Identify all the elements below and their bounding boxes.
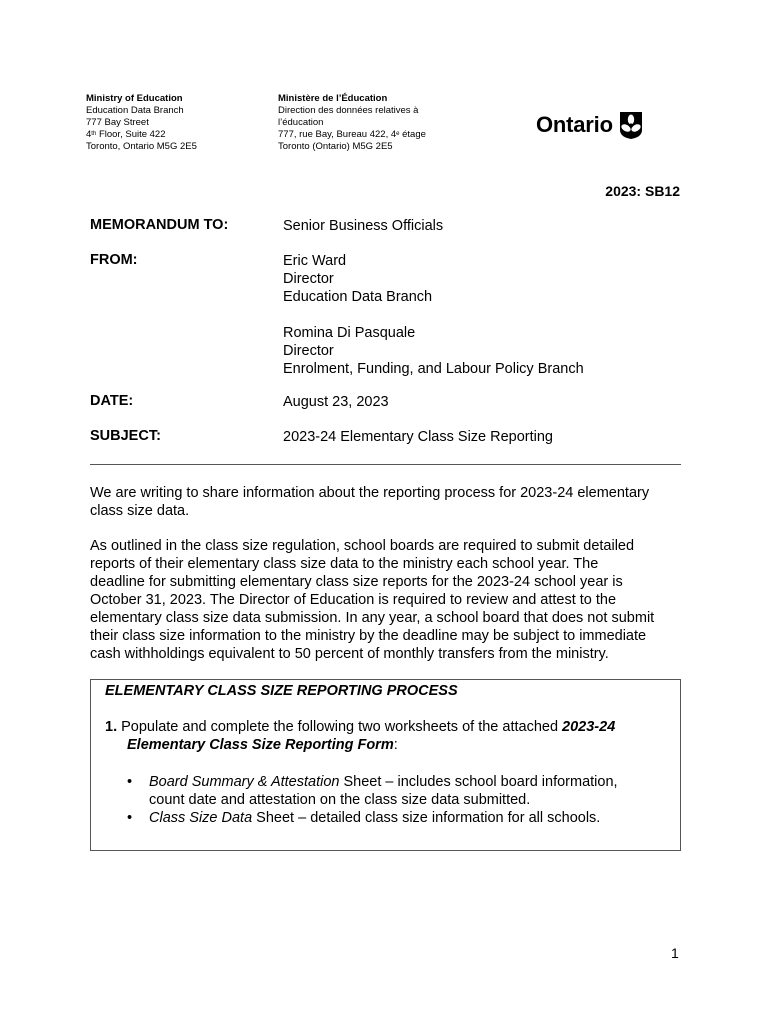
process-box-title: ELEMENTARY CLASS SIZE REPORTING PROCESS	[105, 683, 458, 699]
address-line: 777 Bay Street	[86, 117, 149, 128]
bullet-icon: •	[127, 810, 133, 826]
paragraph-line: their class size information to the ministry by the deadline may be subject to immediate	[90, 628, 647, 644]
paragraph-line: reports of their elementary class size data to the ministry each school year. The	[90, 556, 599, 572]
worksheet-name: Class Size Data	[149, 810, 253, 826]
regulation-paragraph	[90, 537, 690, 663]
paragraph-line: We are writing to share information about the reporting process for 2023-24 elementary	[90, 485, 650, 501]
step-text: Populate and complete the following two worksheets of the attached	[121, 719, 559, 735]
memo-subject-label: SUBJECT:	[90, 428, 161, 444]
bullet-icon: •	[127, 774, 133, 790]
header-divider	[90, 464, 681, 465]
memo-date-label: DATE:	[90, 393, 134, 409]
ontario-logo	[536, 110, 645, 140]
address-line: l’éducation	[278, 117, 324, 128]
page-number: 1	[671, 945, 679, 961]
memo-to-value: Senior Business Officials	[283, 218, 444, 234]
list-item	[127, 809, 618, 827]
memo-from-value	[283, 252, 703, 378]
ontario-wordmark: Ontario	[536, 112, 613, 137]
paragraph-line: October 31, 2023. The Director of Education is required to review and attest to the	[90, 592, 617, 608]
intro-paragraph	[90, 484, 690, 520]
paragraph-line: elementary class size data submission. In any year, a school board that does not submit	[90, 610, 655, 626]
memo-date-value: August 23, 2023	[283, 394, 389, 410]
from-line: Education Data Branch	[283, 289, 433, 305]
step-number: 1.	[105, 719, 118, 735]
trillium-icon	[617, 110, 645, 140]
paragraph-line: cash withholdings equivalent to 50 percent of monthly transfers from the ministry.	[90, 646, 609, 662]
memo-from-label: FROM:	[90, 252, 138, 268]
paragraph-line: class size data.	[90, 503, 190, 519]
worksheet-desc-cont: count date and attestation on the class size data submitted.	[149, 792, 531, 808]
list-item	[127, 773, 618, 809]
worksheet-list	[127, 773, 618, 827]
english-address	[86, 93, 197, 153]
address-line: Direction des données relatives à	[278, 105, 419, 116]
ministry-title-fr: Ministère de l’Éducation	[278, 93, 388, 104]
ministry-title-en: Ministry of Education	[86, 93, 183, 104]
french-address	[278, 93, 426, 153]
paragraph-line: As outlined in the class size regulation, school boards are required to submit detailed	[90, 538, 635, 554]
reporting-process-box	[90, 679, 681, 851]
from-line: Eric Ward	[283, 253, 347, 269]
address-line: Toronto, Ontario M5G 2E5	[86, 141, 197, 152]
address-line: Toronto (Ontario) M5G 2E5	[278, 141, 393, 152]
step-suffix: :	[393, 737, 398, 753]
worksheet-name: Board Summary & Attestation	[149, 774, 340, 790]
worksheet-desc: Sheet – detailed class size information for all schools.	[252, 810, 601, 826]
step-form-name: Elementary Class Size Reporting Form	[127, 737, 394, 753]
from-line: Enrolment, Funding, and Labour Policy Branch	[283, 361, 584, 377]
process-step-1	[105, 718, 615, 754]
memo-to-label: MEMORANDUM TO:	[90, 217, 229, 233]
paragraph-line: deadline for submitting elementary class size reports for the 2023-24 school year is	[90, 574, 623, 590]
from-line: Director	[283, 343, 334, 359]
step-form-year: 2023-24	[562, 719, 616, 735]
step-line-2	[105, 736, 615, 754]
from-line: Romina Di Pasquale	[283, 325, 416, 341]
address-line: 777, rue Bay, Bureau 422, 4e étage	[278, 129, 426, 140]
address-line: 4th Floor, Suite 422	[86, 129, 166, 140]
memo-reference: 2023: SB12	[605, 183, 680, 199]
memo-subject-value: 2023-24 Elementary Class Size Reporting	[283, 429, 553, 445]
address-line: Education Data Branch	[86, 105, 184, 116]
from-spacer	[283, 306, 703, 324]
from-line: Director	[283, 271, 334, 287]
worksheet-desc: Sheet – includes school board information,	[339, 774, 618, 790]
